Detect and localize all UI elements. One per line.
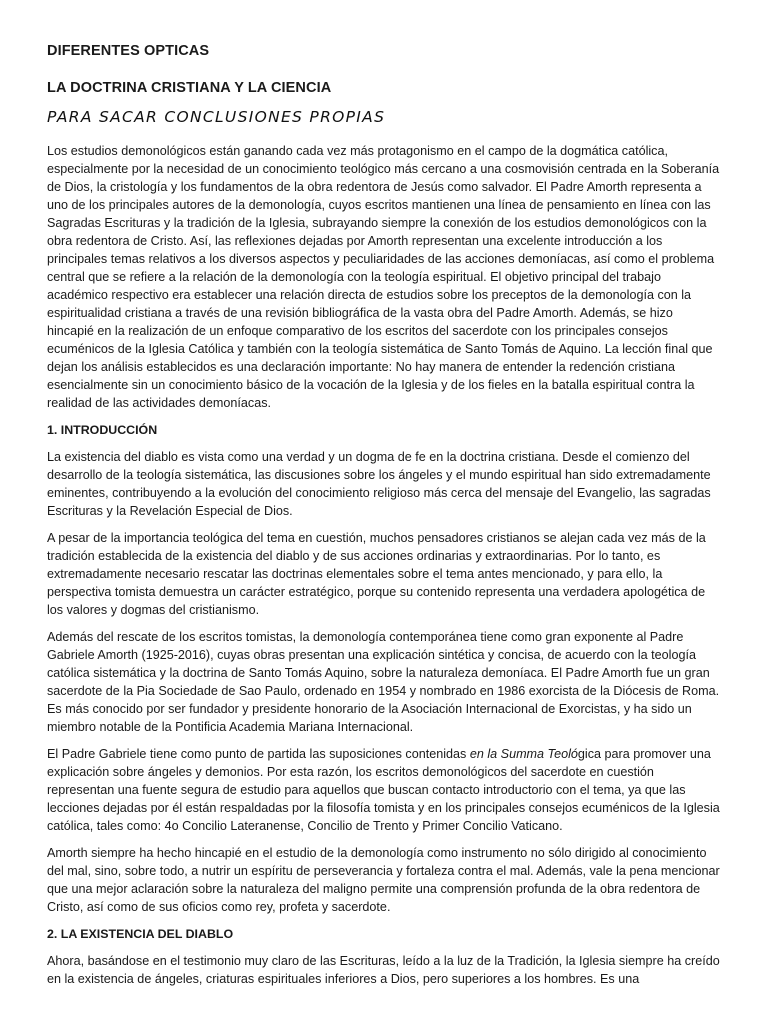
document-title: DIFERENTES OPTICAS <box>47 43 210 59</box>
intro-paragraph-2: A pesar de la importancia teológica del tema en cuestión, muchos pensadores cristianos se alejan cada vez más de la tradición establecida de la existencia del diablo y de sus acciones ordinarias y extraordinarias. Por lo tanto, es extremadamente necesario rescatar las doctrinas elementales sobre el tema antes mencionado, y para ello, la perspectiva tomista demuestra un carácter estratégico, porque su contenido representa una verdadera apologética de los valores y dogmas del cristianismo. <box>47 531 706 617</box>
intro-paragraph-5: Amorth siempre ha hecho hincapié en el estudio de la demonología como instrumento no sólo dirigido al conocimiento del mal, sino, sobre todo, a nutrir un espíritu de perseverancia y fortaleza contra el mal. Además, vale la pena mencionar que una mejor aclaración sobre la naturaleza del maligno permite una comprensión profunda de la obra redentora de Cristo, así como de sus oficios como rey, profeta y sacerdote. <box>47 846 720 914</box>
document-tagline: PARA SACAR CONCLUSIONES PROPIAS <box>47 108 386 126</box>
section-heading-introduccion: 1. INTRODUCCIÓN <box>47 423 158 437</box>
existencia-paragraph-1: Ahora, basándose en el testimonio muy claro de las Escrituras, leído a la luz de la Tradición, la Iglesia siempre ha creído en la existencia de ángeles, criaturas espirituales inferiores a Dios, pero superiores a los hombres. Es una <box>47 954 720 986</box>
section-heading-existencia-diablo: 2. LA EXISTENCIA DEL DIABLO <box>47 927 234 941</box>
intro-paragraph-4 <box>47 745 721 835</box>
intro-paragraph-4-start: El Padre Gabriele tiene como punto de partida las suposiciones contenidas <box>47 747 470 761</box>
document-page <box>47 41 721 997</box>
intro-paragraph-1: La existencia del diablo es vista como una verdad y un dogma de fe en la doctrina cristiana. Desde el comienzo del desarrollo de la teología sistemática, las discusiones sobre los ángeles y el mundo espiritual han sido extremadamente eminentes, contribuyendo a la evolución del conocimiento religioso más cerca del mensaje del Evangelio, las sagradas Escrituras y la Revelación Especial de Dios. <box>47 450 711 518</box>
abstract-paragraph: Los estudios demonológicos están ganando cada vez más protagonismo en el campo de la dogmática católica, especialmente por la necesidad de un conocimiento teológico más cercano a una cosmovisión centrada en la Soberanía de Dios, la cristología y los fundamentos de la obra redentora de Jesús como salvador. El Padre Amorth representa a uno de los principales autores de la demonología, cuyos escritos mantienen una línea de pensamiento en línea con las Sagradas Escrituras y la tradición de la Iglesia, subrayando siempre la conexión de los estudios demonológicos con la obra redentora de Cristo. Así, las reflexiones dejadas por Amorth representan una excelente introducción a los principales temas relativos a los diversos aspectos y peculiaridades de las acciones demoníacas, así como el problema central que se refiere a la relación de la demonología con la teología espiritual. El objetivo principal del trabajo académico respectivo era establecer una relación directa de estudios sobre los preceptos de la demonología con la espiritualidad cristiana a través de una revisión bibliográfica de la vasta obra del Padre Amorth. Además, se hizo hincapié en la realización de un enfoque comparativo de los escritos del sacerdote con los principales consejos ecuménicos de la Iglesia Católica y también con la teología sistemática de Santo Tomás de Aquino. La lección final que dejan los análisis establecidos es una declaración importante: No hay manera de entender la redención cristiana esencialmente sin un conocimiento básico de la vocación de la Iglesia y de los fieles en la batalla espiritual contra la realidad de las actividades demoníacas. <box>47 144 720 410</box>
document-subtitle: LA DOCTRINA CRISTIANA Y LA CIENCIA <box>47 80 332 96</box>
summa-theologica-reference: en la Summa Teoló <box>469 747 578 761</box>
intro-paragraph-4-end: gica para promover una explicación sobre ángeles y demonios. Por esta razón, los escritos demonológicos del sacerdote en cuestión representan una fuente segura de estudio para aquellos que buscan contacto introductorio con el tema, ya que las lecciones dejadas por él están respaldadas por la filosofía tomista y en los principales consejos ecuménicos de la Iglesia católica, tales como: 4o Concilio Lateranense, Concilio de Trento y Primer Concilio Vaticano. <box>47 747 720 833</box>
intro-paragraph-3: Además del rescate de los escritos tomistas, la demonología contemporánea tiene como gran exponente al Padre Gabriele Amorth (1925-2016), cuyas obras presentan una explicación sintética y concisa, de acuerdo con la teología católica sistemática y la doctrina de Santo Tomás Aquino, sobre la naturaleza demoníaca. El Padre Amorth fue un gran sacerdote de la Pia Sociedade de Sao Paulo, ordenado en 1954 y nombrado en 1986 exorcista de la Diócesis de Roma. Es más conocido por ser fundador y presidente honorario de la Asociación Internacional de Exorcistas, y ha sido un miembro notable de la Pontificia Academia Mariana Internacional. <box>47 630 720 734</box>
